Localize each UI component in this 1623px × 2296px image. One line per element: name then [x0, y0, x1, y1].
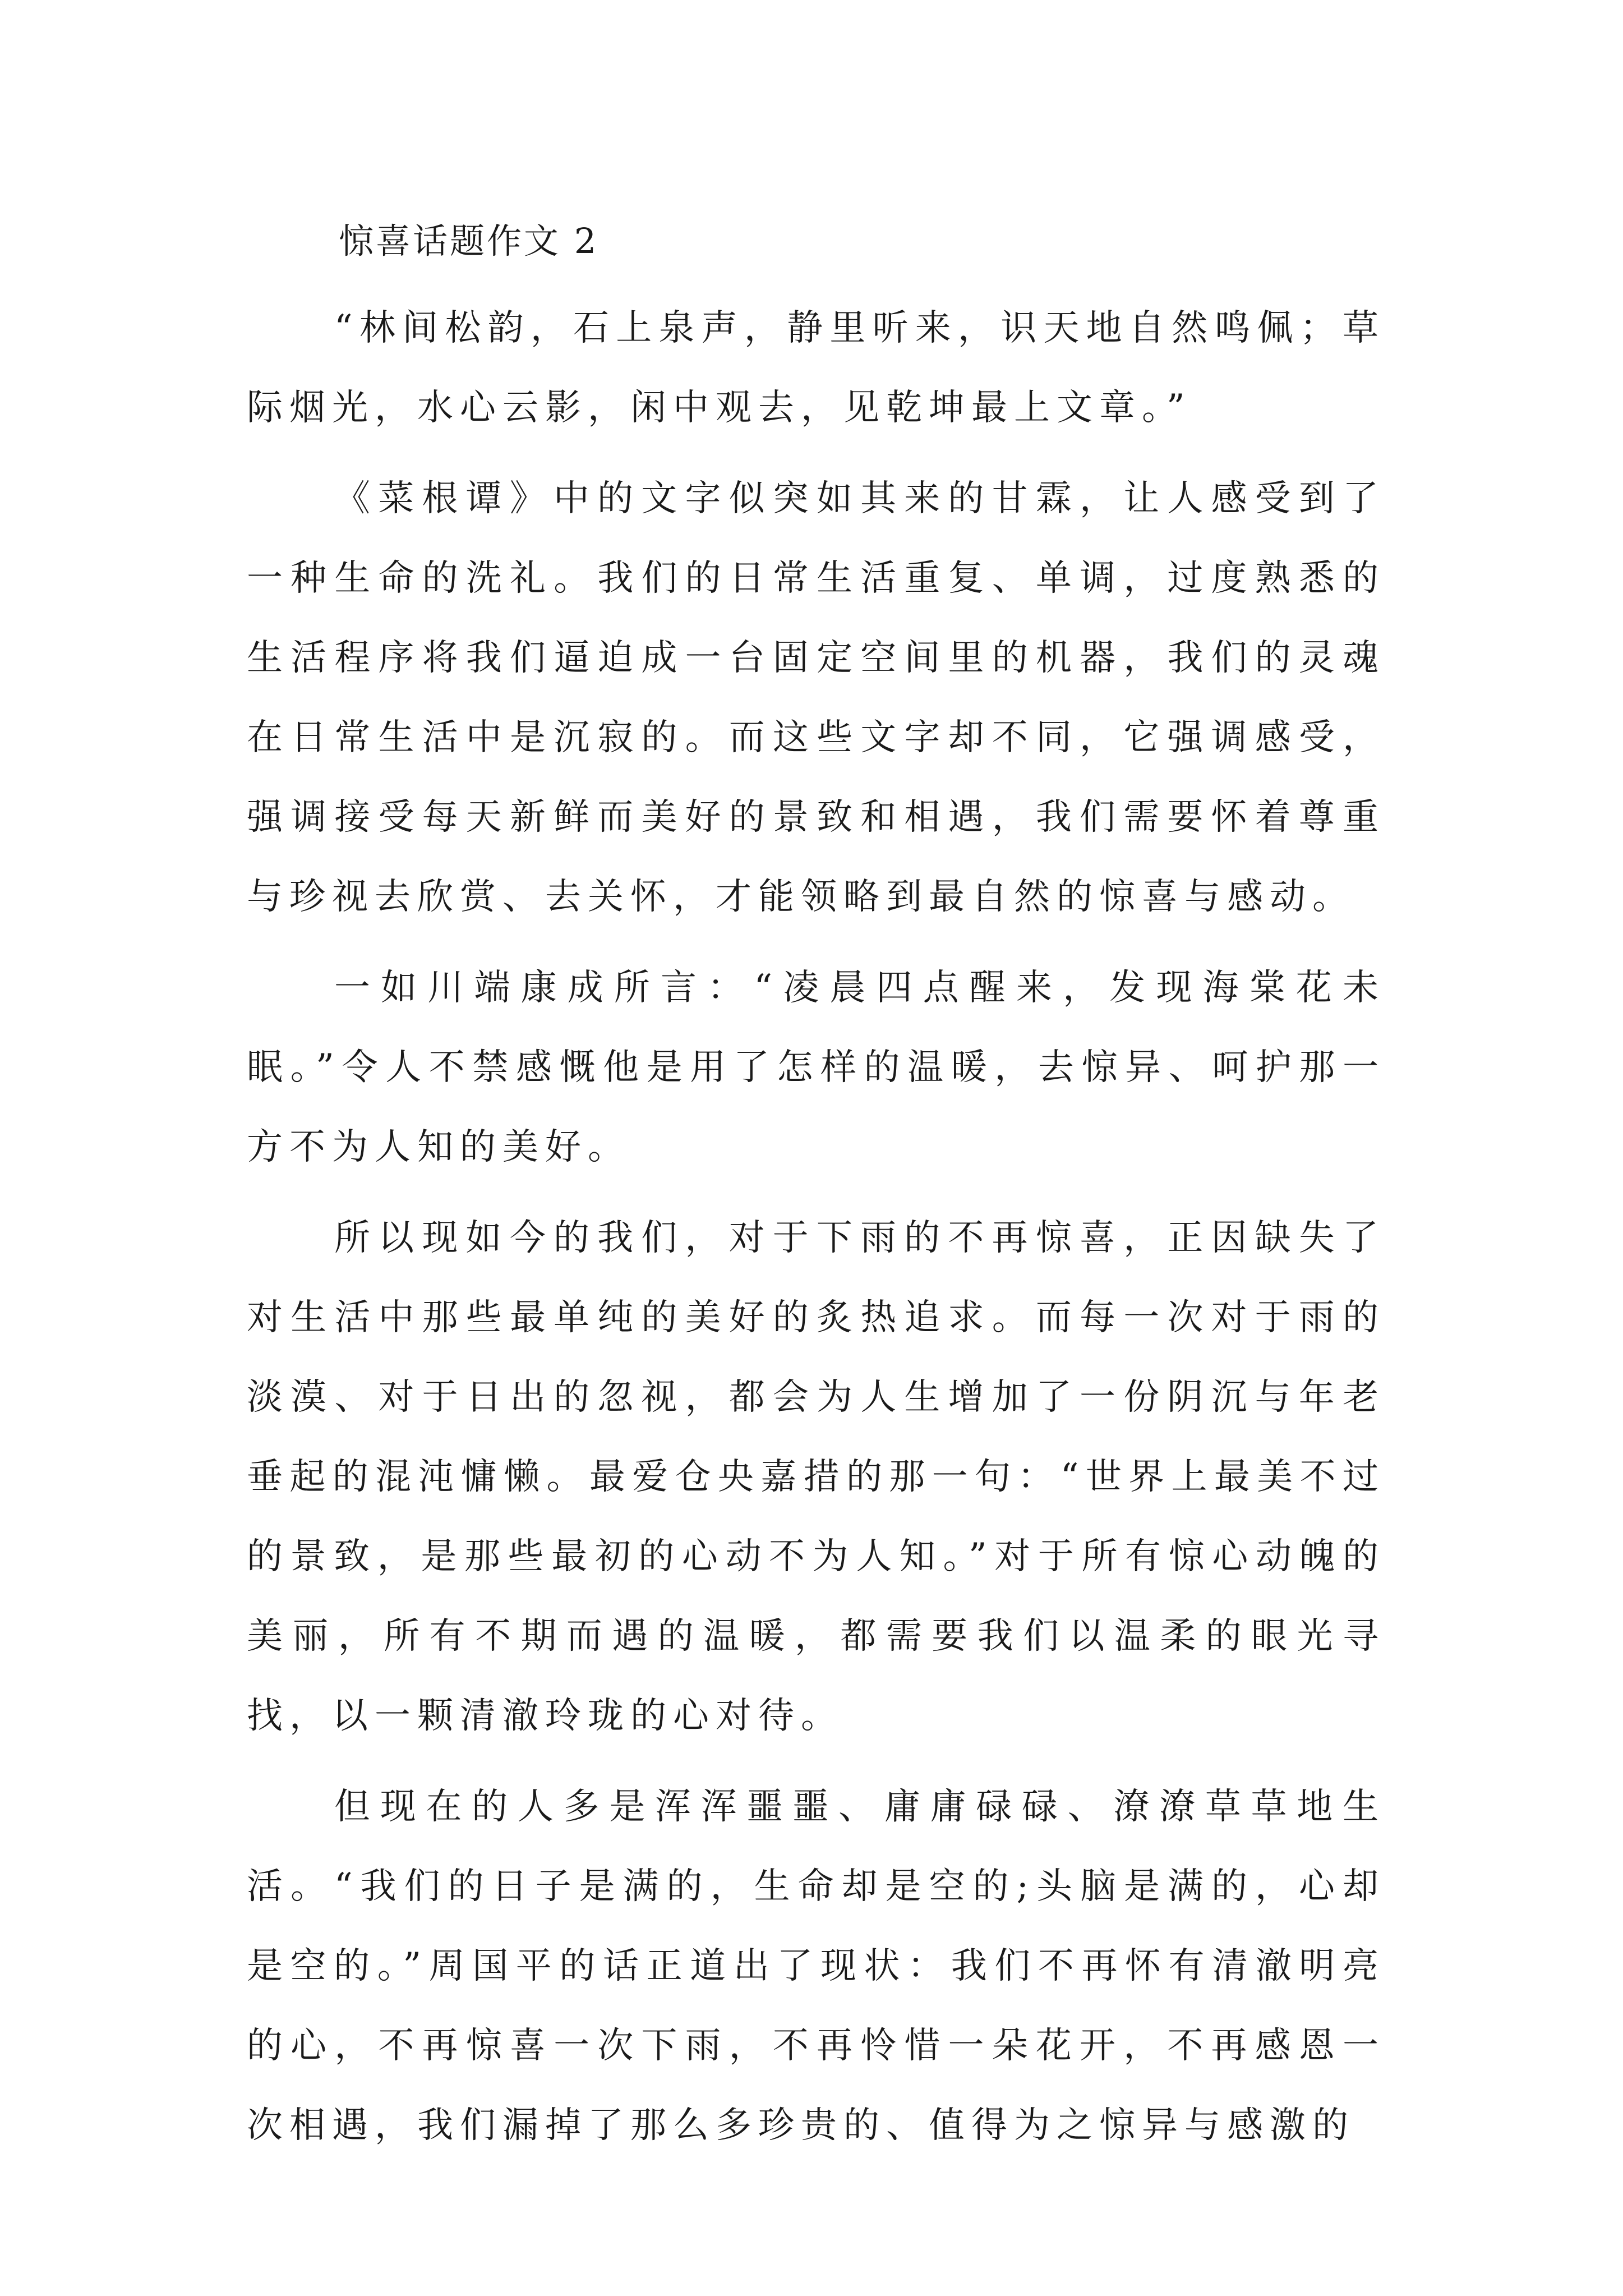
paragraph-4: 所以现如今的我们，对于下雨的不再惊喜，正因缺失了对生活中那些最单纯的美好的炙热追求。而每一次对于雨的淡漠、对于日出的忽视，都会为人生增加了一份阴沉与年老垂起的混沌慵懒。最爱仓央嘉措的那一句：“世界上最美不过的景致，是那些最初的心动不为人知。”对于所有惊心动魄的美丽，所有不期而遇的温暖，都需要我们以温柔的眼光寻找，以一颗清澈玲珑的心对待。 — [247, 1217, 1385, 1737]
paragraph-2: 《菜根谭》中的文字似突如其来的甘霖，让人感受到了一种生命的洗礼。我们的日常生活重复、单调，过度熟悉的生活程序将我们逼迫成一台固定空间里的机器，我们的灵魂在日常生活中是沉寂的。而这些文字却不同，它强调感受，强调接受每天新鲜而美好的景致和相遇，我们需要怀着尊重与珍视去欣赏、去关怀，才能领略到最自然的惊喜与感动。 — [247, 478, 1385, 918]
document-body — [247, 213, 1385, 2177]
paragraph-3: 一如川端康成所言：“凌晨四点醒来，发现海棠花未眠。”令人不禁感慨他是用了怎样的温暖，去惊异、呵护那一方不为人知的美好。 — [247, 967, 1385, 1168]
document-title: 惊喜话题作文 2 — [339, 220, 599, 261]
paragraph-5: 但现在的人多是浑浑噩噩、庸庸碌碌、潦潦草草地生活。“我们的日子是满的，生命却是空的;头脑是满的，心却是空的。”周国平的话正道出了现状：我们不再怀有清澈明亮的心，不再惊喜一次下雨，不再怜惜一朵花开，不再感恩一次相遇，我们漏掉了那么多珍贵的、值得为之惊异与感激的 — [247, 1786, 1385, 2146]
paragraph-1: “林间松韵，石上泉声，静里听来，识天地自然鸣佩；草际烟光，水心云影，闲中观去，见乾坤最上文章。” — [247, 307, 1385, 429]
